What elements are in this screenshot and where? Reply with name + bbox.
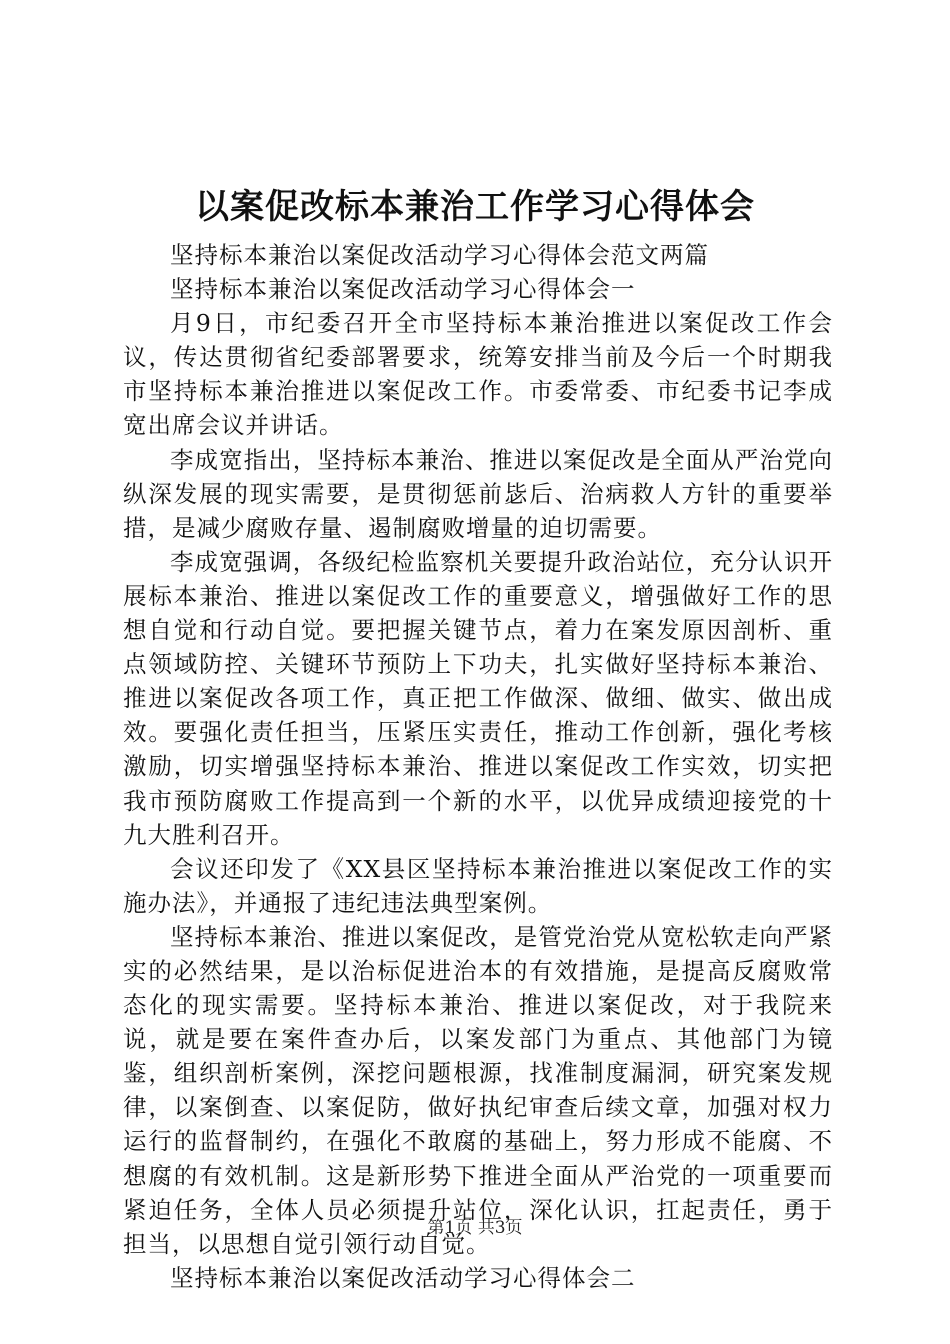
section-heading-one: 坚持标本兼治以案促改活动学习心得体会一 bbox=[170, 275, 636, 304]
document-title: 以案促改标本兼治工作学习心得体会 bbox=[195, 187, 755, 227]
body-paragraph: 李成宽强调，各级纪检监察机关要提升政治站位，充分认识开展标本兼治、推进以案促改工作的重要意义，增强做好工作的思想自觉和行动自觉。要把握关键节点，着力在案发原因剖析、重点领域防控、关键环节预防上下功夫，扎实做好坚持标本兼治、推进以案促改各项工作，真正把工作做深、做细、做实、做出成效。要强化责任担当，压紧压实责任，推动工作创新，强化考核激励，切实增强坚持标本兼治、推进以案促改工作实效，切实把我市预防腐败工作提高到一个新的水平，以优异成绩迎接党的十九大胜利召开。 bbox=[123, 547, 833, 849]
body-paragraph: 会议还印发了《XX县区坚持标本兼治推进以案促改工作的实施办法》，并通报了违纪违法典型案例。 bbox=[123, 854, 833, 917]
page-footer bbox=[0, 1217, 950, 1239]
page-indicator: 第1页 共3页 bbox=[427, 1218, 523, 1238]
section-heading-two: 坚持标本兼治以案促改活动学习心得体会二 bbox=[170, 1263, 636, 1292]
subtitle-paragraph: 坚持标本兼治以案促改活动学习心得体会范文两篇 bbox=[170, 241, 709, 269]
body-paragraph: 月9日，市纪委召开全市坚持标本兼治推进以案促改工作会议，传达贯彻省纪委部署要求，统筹安排当前及今后一个时期我市坚持标本兼治推进以案促改工作。市委常委、市纪委书记李成宽出席会议并讲话。 bbox=[123, 309, 833, 440]
document-body bbox=[123, 238, 833, 1295]
body-paragraph: 坚持标本兼治、推进以案促改，是管党治党从宽松软走向严紧实的必然结果，是以治标促进治本的有效措施，是提高反腐败常态化的现实需要。坚持标本兼治、推进以案促改，对于我院来说，就是要在案件查办后，以案发部门为重点、其他部门为镜鉴，组织剖析案例，深挖问题根源，找准制度漏洞，研究案发规律，以案倒查、以案促防，做好执纪审查后续文章，加强对权力运行的监督制约，在强化不敢腐的基础上，努力形成不能腐、不想腐的有效机制。这是新形势下推进全面从严治党的一项重要而紧迫任务，全体人员必须提升站位，深化认识，扛起责任，勇于担当，以思想自觉引领行动自觉。 bbox=[123, 922, 833, 1258]
body-paragraph: 李成宽指出，坚持标本兼治、推进以案促改是全面从严治党向纵深发展的现实需要，是贯彻惩前毖后、治病救人方针的重要举措，是减少腐败存量、遏制腐败增量的迫切需要。 bbox=[123, 445, 833, 542]
